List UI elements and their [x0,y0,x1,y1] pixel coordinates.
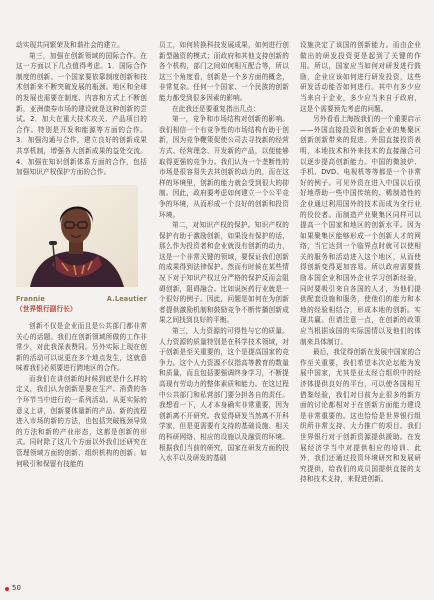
page-number: 50 [12,584,21,592]
text-column-2 [159,40,289,576]
speaker-photo [16,185,138,287]
text-column-3 [300,40,421,576]
paragraph: 第三，加强在创新领域的国际合作。在这一方面以下几点值得考虑。1．国际合作制度的创新。一个国家要依靠制度创新和技术创新来不断突破发展的瓶颈。地区和全球的发展也需要在制度、内容和方式上不断创新，亚洲债券市场的建设就是这种创新的尝试。2．加大在重大技术攻关、产品项目的合作。特别是开发和能源等方面的合作。3．加强沟通与合作，建立良好的创新成果共享机制，增强各大创新成果的益处交流。4．加强在知识创新体系方面的合作，包括加强知识产权保护方面的合作。 [16,51,147,177]
speaker-portrait-image [16,185,138,287]
paragraph: 第三，人力资源的可得性与它的质量。人力资源的质量特别是在科学技术领域，对于创新是至关重要的，这个是提高国家的竞争力。这个人力资源不仅指高等教育的数量和质量，而且包括要强调终身学习，不断提高现有劳动力的整体素质和能力。在这过程中公共部门和私营部门要分担各自的责任。我想看一下，人才本身确实非常重要，因为创新离不开研究。我觉得研发当然离不开科学家，但是更需要有支持的基础设施、相关的科研网络、相应的设施以及融资的环境。根据我们当前的研究，国家在研发方面的投入水平以及研发的基础 [159,327,289,463]
paragraph: 设施决定了该国的创新能力。而由企业做出的研发投资更是起到了关键的作用。所以，国家应当如何对研发进行鼓励，企业应该如何进行研发投资，这些研发活动能否如何进行。其中有多少应当来自于企业，多少应当来自于政府，这是个需要预先考虑的问题。 [300,41,421,113]
photo-caption [16,294,147,315]
paragraph: 动实现共同繁荣及和谐社会的建立。 [16,41,124,49]
speaker-name: Frannie A.Leautier [16,294,147,303]
speaker-title: （世界银行副行长） [16,305,77,314]
paragraph: 另外看看上海按我们的一个重要启示——外国直接投资和创新企业的集聚区创新创新带来的促进。外国直接投资表明，本地技术和外来技术的直接融合可以逐步提高创新能力。中国的微波炉、手机、DVD、电视机等等都是一个非常好的例子。可见外资在进入中国以后很好地帮助一些中国传统的、稀制造性的企业通过利用国外的技术而成为全行业的佼佼者。而制造产业聚集区同样可以提高一个国家和地区的创新水平。因为如果聚集区能够形成一个创新人才的网络，当它达到一个临界点时就可以使相关的服务和活动进入这个地区，从而使得创新变得更加容易。所以政府需要鼓励本国企业和国外企业学习创新经验，同时要吸引来自各国的人才，为他们提供配套设施和服务，使他们的能力和本地的经验相结合，形成本地的创新。实现共赢。但请注意一点，在创新的政策应当根据该国的实际国情以及他们的体制来具体制订。 [300,115,421,346]
paragraph: 而我们在讲创新的时候到底是什么样的定义，我们认为创新是要在生产、消费的各个环节当中进行的一系列活动。从更实际的意义上讲，创新要体量新的产品、新的流程进入市场的新的方法，也包括突破瓶颈导致的方法和新的产业形态，这都是创新的形式。同时除了这几个方面以外我们还研究在管理领域方面的创新、组织机构的创新、如何吸引和保留有技能的 [16,374,147,468]
text-column-1 [16,40,147,576]
paragraph: 第二，对知识产权的保护。知识产权的保护有助于激励创新，如果没有保护的话，那么作为投资者和企业就没有创新的动力，这是一个非常关键的领域，要保证我们创新的成果得到法律保护。然而有时候在某些情况下对于知识产权过分严格的保护反而会阻碍创新，阻碍融合。比如说医药行业就是一个很好的例子。因此，问题是如何在为创新者提供激励机制和鼓励竞争不断传播创新成果之间找到良好的平衡。 [159,221,289,325]
paragraph: 员工，如何转换科技发展成果，如何进行创新型融资的模式；而政府和其他支持创新的各个机构，部门之间如何相互配合等，所以这三个角度看，创新是一个多方面的概念，非常复杂。任何一个国家、一个民族的创新能力都受到很多因素的影响。 [159,41,289,102]
paragraph: 创新不仅是企业而且是公共部门都非常关心的话题。我们在创新领域所做的工作非常少，对此我深表赞同。另外实际上现在创新的活动可以说更在多个地点发生，这就意味着我们必须要进行跨地区的合作。 [16,321,147,373]
paragraph: 第一，竞争和市场结构对创新的影响。我们相信一个有竞争性的市场结构有助于创新，因为竞争鞭策促使公司去寻找新的经营方式、经营理念、开发新的产品，以便能够取得更强的竞争力。我们认为一个垄断性的市场是很容易失去其创新的动力的，而在这样的环境里，创新的能力就会受到很大的抑制。因此，政府要考虑如何建立一个公平竞争的环境，从而形成一个良好的创新和投资环境。 [159,115,289,219]
page-footer [5,584,21,593]
paragraph: 在此我还是要重复指出几点： [172,104,260,113]
folio-marker-icon [5,587,9,591]
paragraph: 最后，我觉得创新在发展中国家的合作至关重要，我们希望本次论坛能为发展中国家，尤其是亚太经合组织中的经济体提供良好的平台，可以使各国相互借鉴经验，我们对目前为止很多的新方面的讨论都相对于在创新方面能力建设是非常重要的。这也恰恰是世界银行组织所非常支持、大力推广的项目。我们世界银行对于创新资源提供援助。在发展经济学当中对提供相应的培训、此外，我们还通过投资环境研究和发展研究提供，给我们的成员国提供直接的支持和技术支持，来促进创新。 [300,348,421,484]
